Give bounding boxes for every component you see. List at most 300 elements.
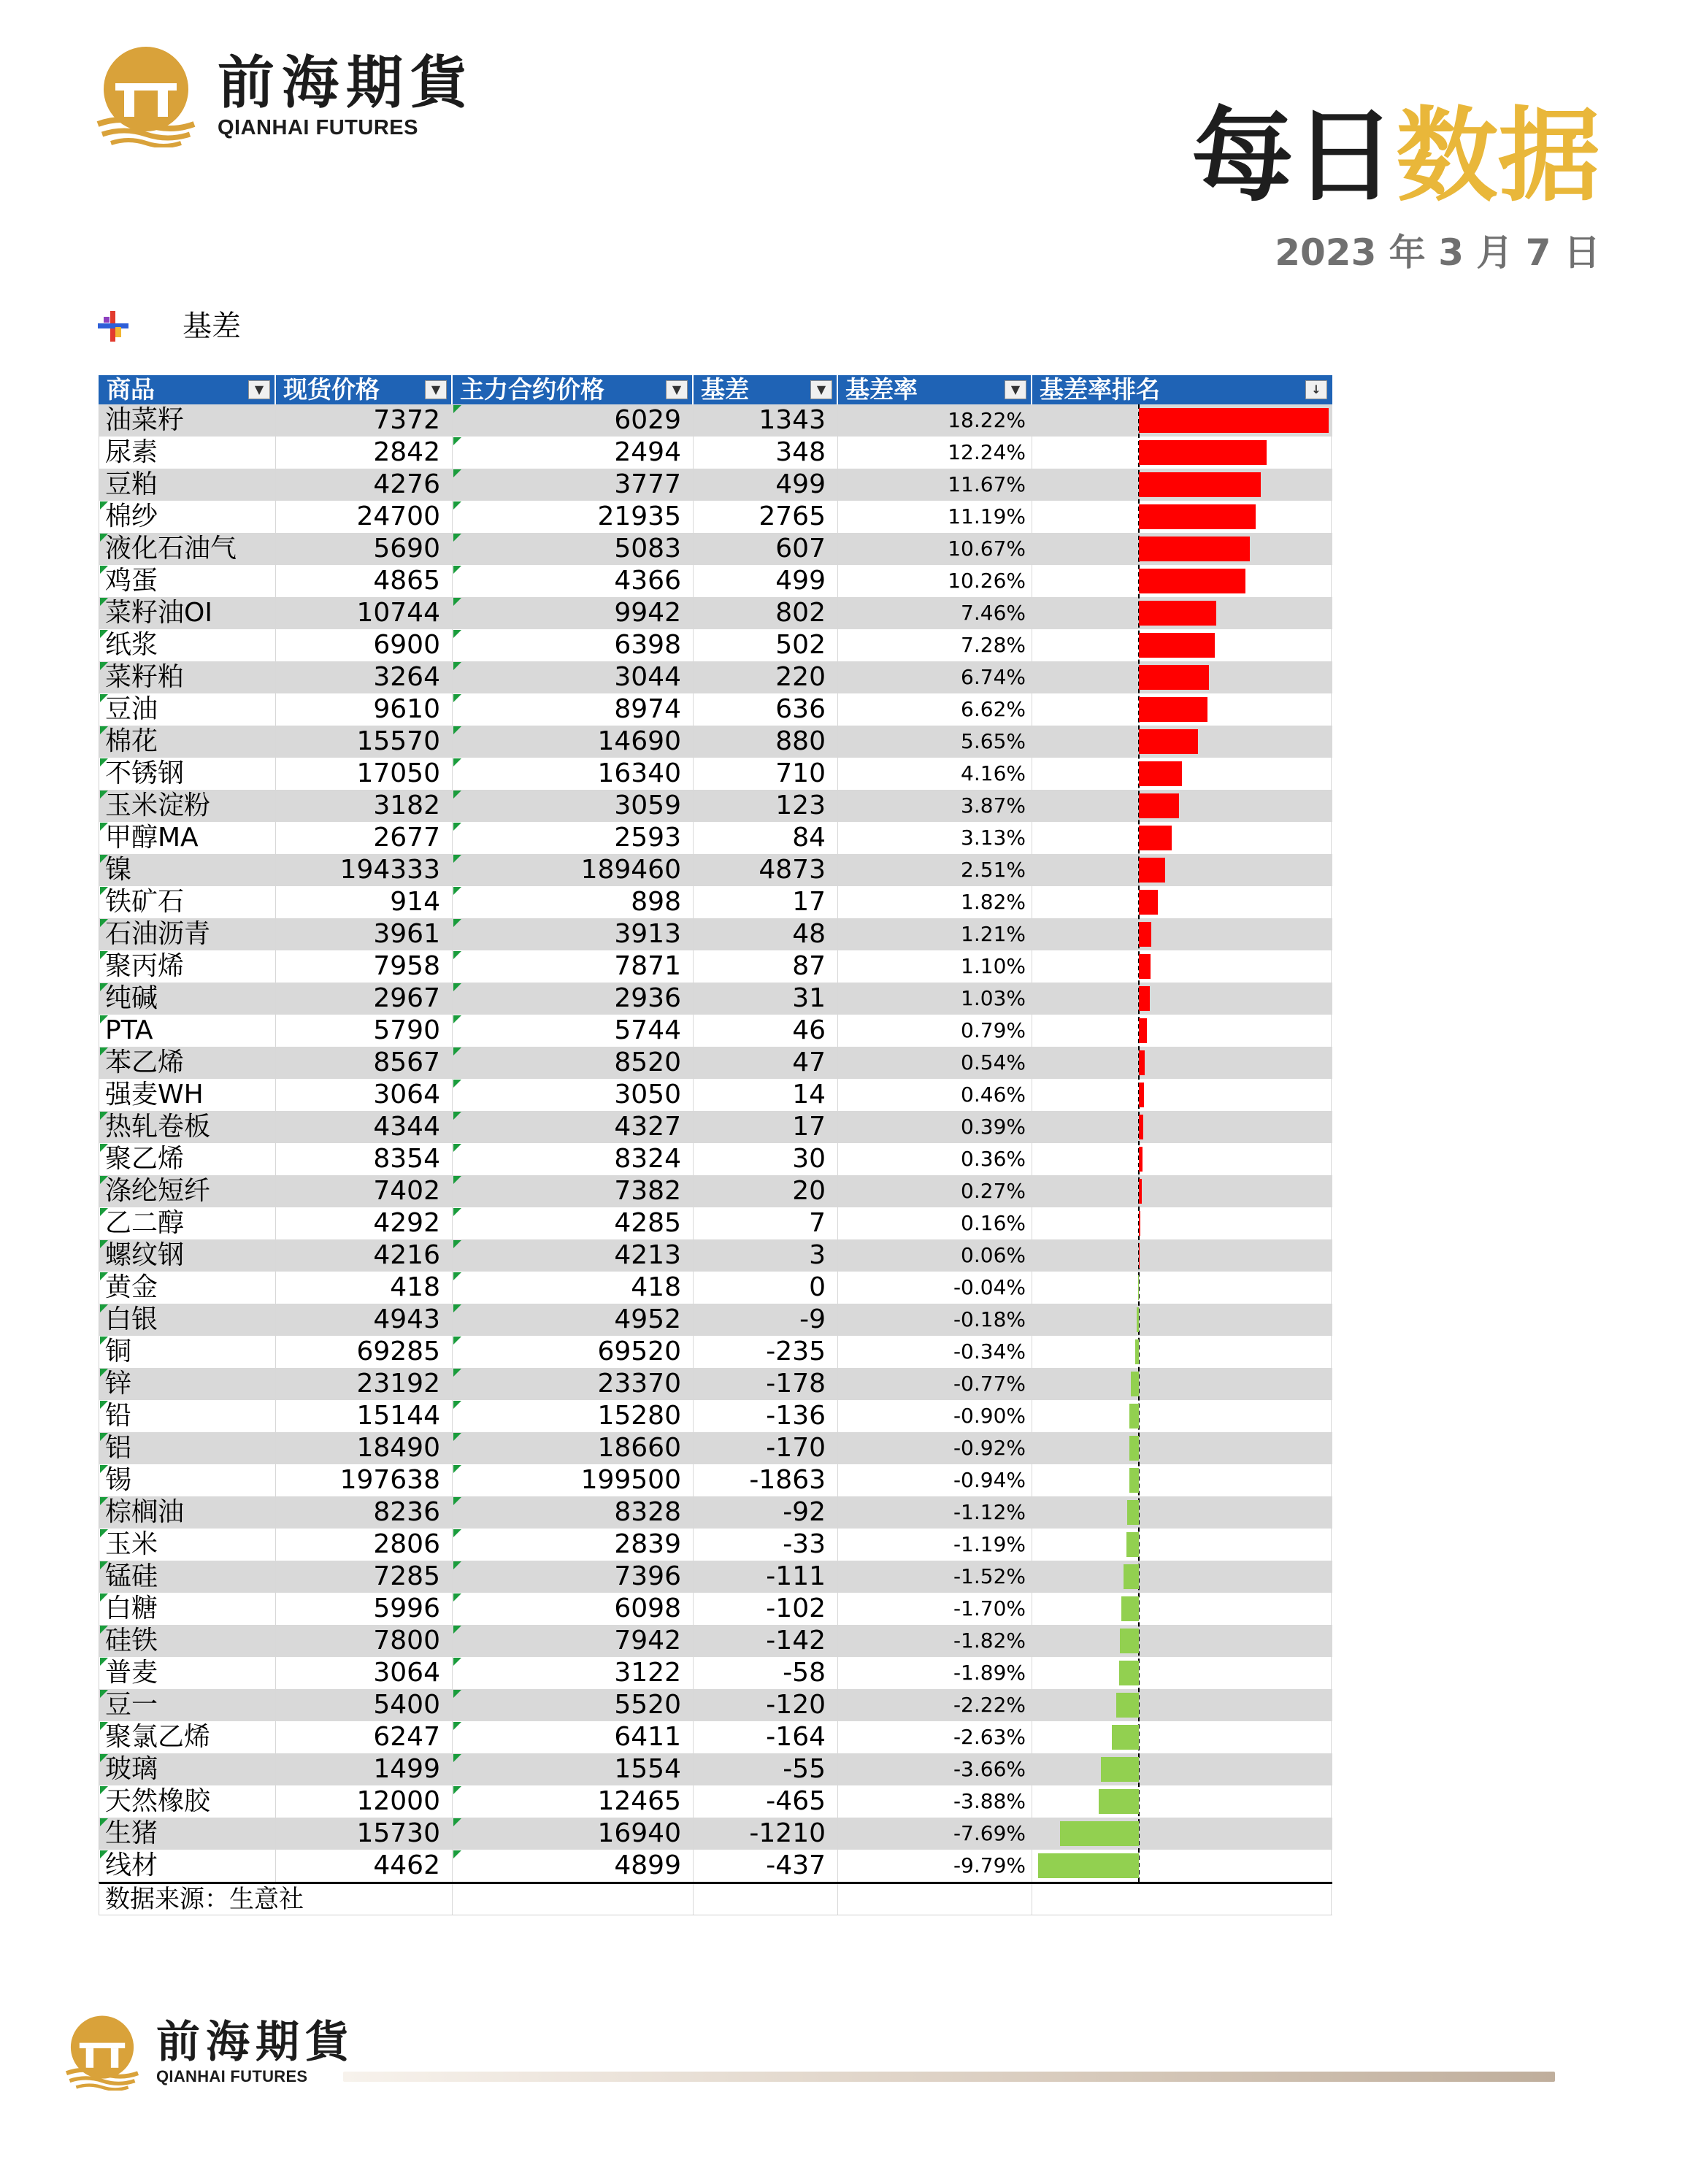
commodity-cell: 镍 xyxy=(99,854,276,886)
commodity-cell: 生猪 xyxy=(99,1818,276,1850)
spot-price-cell: 4865 xyxy=(276,565,453,597)
spot-price-cell: 194333 xyxy=(276,854,453,886)
futures-price-cell: 4213 xyxy=(453,1239,694,1272)
bar-热轧卷板 xyxy=(1139,1115,1143,1139)
bar-棕榈油 xyxy=(1127,1500,1139,1525)
spot-price-cell: 197638 xyxy=(276,1464,453,1496)
basis-cell: -437 xyxy=(694,1850,838,1882)
spot-price-cell: 12000 xyxy=(276,1785,453,1818)
empty-cell xyxy=(453,1884,694,1915)
basis-cell: 48 xyxy=(694,918,838,950)
commodity-cell: 铅 xyxy=(99,1400,276,1432)
bar-玉米 xyxy=(1126,1532,1139,1557)
bar-油菜籽 xyxy=(1139,408,1329,433)
futures-price-cell: 18660 xyxy=(453,1432,694,1464)
spot-price-cell: 4462 xyxy=(276,1850,453,1882)
basis-rate-cell: 7.46% xyxy=(838,597,1032,629)
futures-price-cell: 12465 xyxy=(453,1785,694,1818)
basis-rate-cell: 4.16% xyxy=(838,758,1032,790)
spot-price-cell: 7285 xyxy=(276,1561,453,1593)
basis-cell: 7 xyxy=(694,1207,838,1239)
commodity-cell: 棉花 xyxy=(99,726,276,758)
commodity-cell: 豆粕 xyxy=(99,469,276,501)
basis-rate-cell: 6.62% xyxy=(838,693,1032,726)
spot-price-cell: 4276 xyxy=(276,469,453,501)
futures-price-cell: 14690 xyxy=(453,726,694,758)
footer-logo xyxy=(64,2015,355,2091)
futures-price-cell: 6098 xyxy=(453,1593,694,1625)
commodity-cell: 尿素 xyxy=(99,437,276,469)
basis-cell: 348 xyxy=(694,437,838,469)
col-header-label: 现货价格 xyxy=(283,375,380,404)
basis-cell: 20 xyxy=(694,1175,838,1207)
page-title xyxy=(1191,97,1600,216)
basis-cell: 4873 xyxy=(694,854,838,886)
commodity-cell: 菜籽油OI xyxy=(99,597,276,629)
futures-price-cell: 6029 xyxy=(453,404,694,437)
bar-甲醇MA xyxy=(1139,826,1172,850)
bar-锌 xyxy=(1131,1372,1139,1396)
title-part2: 数据 xyxy=(1395,97,1600,216)
futures-price-cell: 199500 xyxy=(453,1464,694,1496)
spot-price-cell: 3961 xyxy=(276,918,453,950)
commodity-cell: 热轧卷板 xyxy=(99,1111,276,1143)
bar-锡 xyxy=(1129,1468,1139,1493)
basis-rate-cell: -3.66% xyxy=(838,1753,1032,1785)
commodity-cell: 聚乙烯 xyxy=(99,1143,276,1175)
basis-rate-cell: -0.94% xyxy=(838,1464,1032,1496)
futures-price-cell: 4327 xyxy=(453,1111,694,1143)
spot-price-cell: 3064 xyxy=(276,1079,453,1111)
bar-石油沥青 xyxy=(1139,922,1151,947)
commodity-cell: 豆油 xyxy=(99,693,276,726)
bar-强麦WH xyxy=(1139,1083,1144,1107)
commodity-cell: 黄金 xyxy=(99,1272,276,1304)
basis-cell: 220 xyxy=(694,661,838,693)
futures-price-cell: 3044 xyxy=(453,661,694,693)
spot-price-cell: 4344 xyxy=(276,1111,453,1143)
futures-price-cell: 4899 xyxy=(453,1850,694,1882)
bar-苯乙烯 xyxy=(1139,1050,1145,1075)
basis-rate-cell: 2.51% xyxy=(838,854,1032,886)
commodity-cell: 铜 xyxy=(99,1336,276,1368)
spot-price-cell: 3064 xyxy=(276,1657,453,1689)
commodity-cell: 涤纶短纤 xyxy=(99,1175,276,1207)
bar-尿素 xyxy=(1139,440,1267,465)
bar-玻璃 xyxy=(1101,1757,1139,1782)
basis-rate-cell: -0.34% xyxy=(838,1336,1032,1368)
bar-铝 xyxy=(1129,1436,1139,1461)
futures-price-cell: 7382 xyxy=(453,1175,694,1207)
commodity-cell: 天然橡胶 xyxy=(99,1785,276,1818)
filter-dropdown-icon[interactable]: ▼ xyxy=(810,380,832,399)
bar-鸡蛋 xyxy=(1139,569,1245,593)
commodity-cell: 聚丙烯 xyxy=(99,950,276,983)
spot-price-cell: 15570 xyxy=(276,726,453,758)
commodity-cell: 液化石油气 xyxy=(99,533,276,565)
basis-cell: 17 xyxy=(694,886,838,918)
basis-rate-cell: -1.52% xyxy=(838,1561,1032,1593)
basis-cell: -1863 xyxy=(694,1464,838,1496)
spot-price-cell: 4216 xyxy=(276,1239,453,1272)
bar-线材 xyxy=(1038,1853,1139,1878)
commodity-cell: 锌 xyxy=(99,1368,276,1400)
spot-price-cell: 2677 xyxy=(276,822,453,854)
empty-cell xyxy=(1032,1884,1332,1915)
futures-price-cell: 69520 xyxy=(453,1336,694,1368)
basis-cell: -120 xyxy=(694,1689,838,1721)
spot-price-cell: 3182 xyxy=(276,790,453,822)
basis-rate-cell: 1.03% xyxy=(838,983,1032,1015)
brand-name-cn: 前海期貨 xyxy=(156,2017,355,2068)
commodity-cell: 白银 xyxy=(99,1304,276,1336)
bar-锰硅 xyxy=(1124,1564,1139,1589)
basis-cell: -178 xyxy=(694,1368,838,1400)
qianhai-logo-icon xyxy=(64,2015,140,2091)
commodity-cell: PTA xyxy=(99,1015,276,1047)
basis-cell: -58 xyxy=(694,1657,838,1689)
basis-cell: 502 xyxy=(694,629,838,661)
bar-铜 xyxy=(1135,1339,1139,1364)
footer-divider xyxy=(343,2072,1555,2082)
commodity-cell: 白糖 xyxy=(99,1593,276,1625)
futures-price-cell: 3777 xyxy=(453,469,694,501)
basis-cell: 87 xyxy=(694,950,838,983)
basis-rate-cell: -9.79% xyxy=(838,1850,1032,1882)
bar-棉纱 xyxy=(1139,504,1256,529)
futures-price-cell: 3913 xyxy=(453,918,694,950)
basis-cell: 30 xyxy=(694,1143,838,1175)
basis-rate-cell: 3.13% xyxy=(838,822,1032,854)
col-header-label: 主力合约价格 xyxy=(460,375,604,404)
basis-rate-cell: -0.90% xyxy=(838,1400,1032,1432)
bar-PTA xyxy=(1139,1018,1147,1043)
commodity-cell: 玻璃 xyxy=(99,1753,276,1785)
bar-白糖 xyxy=(1121,1596,1139,1621)
futures-price-cell: 8328 xyxy=(453,1496,694,1529)
bar-豆一 xyxy=(1116,1693,1139,1718)
basis-rate-cell: -1.89% xyxy=(838,1657,1032,1689)
futures-price-cell: 5083 xyxy=(453,533,694,565)
basis-rate-cell: -1.12% xyxy=(838,1496,1032,1529)
basis-rate-cell: 10.26% xyxy=(838,565,1032,597)
commodity-cell: 石油沥青 xyxy=(99,918,276,950)
futures-price-cell: 16340 xyxy=(453,758,694,790)
futures-price-cell: 189460 xyxy=(453,854,694,886)
filter-dropdown-icon[interactable]: ▼ xyxy=(1005,380,1026,399)
spot-price-cell: 7372 xyxy=(276,404,453,437)
basis-rate-cell: 0.06% xyxy=(838,1239,1032,1272)
report-date: 2023 年 3 月 7 日 xyxy=(1275,231,1600,274)
basis-cell: -55 xyxy=(694,1753,838,1785)
futures-price-cell: 2936 xyxy=(453,983,694,1015)
title-block xyxy=(1191,97,1600,276)
futures-price-cell: 23370 xyxy=(453,1368,694,1400)
futures-price-cell: 5744 xyxy=(453,1015,694,1047)
bar-纯碱 xyxy=(1139,986,1150,1011)
spot-price-cell: 9610 xyxy=(276,693,453,726)
bar-普麦 xyxy=(1119,1661,1139,1685)
commodity-cell: 甲醇MA xyxy=(99,822,276,854)
basis-rate-cell: -3.88% xyxy=(838,1785,1032,1818)
basis-cell: -92 xyxy=(694,1496,838,1529)
commodity-cell: 纯碱 xyxy=(99,983,276,1015)
commodity-cell: 油菜籽 xyxy=(99,404,276,437)
col-header-label: 商品 xyxy=(107,375,155,404)
bar-镍 xyxy=(1139,858,1165,883)
basis-cell: -102 xyxy=(694,1593,838,1625)
futures-price-cell: 8974 xyxy=(453,693,694,726)
commodity-cell: 菜籽粕 xyxy=(99,661,276,693)
commodity-cell: 棕榈油 xyxy=(99,1496,276,1529)
spot-price-cell: 15144 xyxy=(276,1400,453,1432)
brand-name-cn: 前海期貨 xyxy=(218,49,475,116)
commodity-cell: 苯乙烯 xyxy=(99,1047,276,1079)
section-heading xyxy=(96,308,241,345)
commodity-cell: 锡 xyxy=(99,1464,276,1496)
basis-cell: 802 xyxy=(694,597,838,629)
commodity-cell: 线材 xyxy=(99,1850,276,1882)
bar-螺纹钢 xyxy=(1139,1243,1140,1268)
basis-cell: -170 xyxy=(694,1432,838,1464)
basis-rate-cell: -2.63% xyxy=(838,1721,1032,1753)
basis-rate-cell: 0.79% xyxy=(838,1015,1032,1047)
section-label: 基差 xyxy=(183,309,241,343)
futures-price-cell: 2593 xyxy=(453,822,694,854)
basis-rate-cell: 3.87% xyxy=(838,790,1032,822)
basis-cell: 499 xyxy=(694,565,838,597)
futures-price-cell: 2494 xyxy=(453,437,694,469)
basis-cell: -235 xyxy=(694,1336,838,1368)
basis-rate-cell: -0.04% xyxy=(838,1272,1032,1304)
basis-rate-cell: 6.74% xyxy=(838,661,1032,693)
col-header-rate[interactable] xyxy=(838,375,1032,404)
basis-cell: 607 xyxy=(694,533,838,565)
empty-cell xyxy=(838,1884,1032,1915)
bar-黄金 xyxy=(1138,1275,1139,1300)
basis-cell: -164 xyxy=(694,1721,838,1753)
spot-price-cell: 10744 xyxy=(276,597,453,629)
basis-cell: 880 xyxy=(694,726,838,758)
futures-price-cell: 6398 xyxy=(453,629,694,661)
basis-rate-cell: 11.19% xyxy=(838,501,1032,533)
basis-cell: 123 xyxy=(694,790,838,822)
commodity-cell: 强麦WH xyxy=(99,1079,276,1111)
col-header-futures[interactable] xyxy=(453,375,694,404)
spot-price-cell: 5996 xyxy=(276,1593,453,1625)
futures-price-cell: 8520 xyxy=(453,1047,694,1079)
commodity-cell: 乙二醇 xyxy=(99,1207,276,1239)
basis-rate-cell: -1.70% xyxy=(838,1593,1032,1625)
futures-price-cell: 6411 xyxy=(453,1721,694,1753)
futures-price-cell: 16940 xyxy=(453,1818,694,1850)
futures-price-cell: 9942 xyxy=(453,597,694,629)
commodity-cell: 螺纹钢 xyxy=(99,1239,276,1272)
futures-price-cell: 3050 xyxy=(453,1079,694,1111)
basis-rate-cell: 0.36% xyxy=(838,1143,1032,1175)
commodity-cell: 不锈钢 xyxy=(99,758,276,790)
basis-cell: 46 xyxy=(694,1015,838,1047)
bar-液化石油气 xyxy=(1139,537,1250,561)
spot-price-cell: 6900 xyxy=(276,629,453,661)
bar-天然橡胶 xyxy=(1099,1789,1139,1814)
spot-price-cell: 24700 xyxy=(276,501,453,533)
spot-price-cell: 5400 xyxy=(276,1689,453,1721)
basis-cell: 14 xyxy=(694,1079,838,1111)
futures-price-cell: 7396 xyxy=(453,1561,694,1593)
spot-price-cell: 5790 xyxy=(276,1015,453,1047)
basis-cell: 499 xyxy=(694,469,838,501)
empty-cell xyxy=(694,1884,838,1915)
futures-price-cell: 3059 xyxy=(453,790,694,822)
bar-豆油 xyxy=(1139,697,1207,722)
basis-rate-cell: -2.22% xyxy=(838,1689,1032,1721)
multicolor-cross-icon xyxy=(96,309,130,343)
bar-不锈钢 xyxy=(1139,761,1182,786)
table-header xyxy=(99,375,1332,404)
source-row xyxy=(99,1882,1332,1915)
basis-rate-cell: 7.28% xyxy=(838,629,1032,661)
spot-price-cell: 3264 xyxy=(276,661,453,693)
commodity-cell: 锰硅 xyxy=(99,1561,276,1593)
basis-cell: 17 xyxy=(694,1111,838,1143)
col-header-basis[interactable] xyxy=(694,375,838,404)
bar-聚氯乙烯 xyxy=(1112,1725,1139,1750)
bar-纸浆 xyxy=(1139,633,1215,658)
basis-rate-cell: -0.77% xyxy=(838,1368,1032,1400)
spot-price-cell: 8354 xyxy=(276,1143,453,1175)
bar-硅铁 xyxy=(1120,1629,1139,1653)
basis-rate-cell: -1.19% xyxy=(838,1529,1032,1561)
basis-rate-cell: 12.24% xyxy=(838,437,1032,469)
basis-cell: 3 xyxy=(694,1239,838,1272)
col-header-label: 基差率 xyxy=(845,375,918,404)
futures-price-cell: 8324 xyxy=(453,1143,694,1175)
basis-cell: -111 xyxy=(694,1561,838,1593)
futures-price-cell: 1554 xyxy=(453,1753,694,1785)
bar-铅 xyxy=(1129,1404,1139,1429)
spot-price-cell: 7800 xyxy=(276,1625,453,1657)
commodity-cell: 玉米 xyxy=(99,1529,276,1561)
basis-rate-bar-chart xyxy=(1036,404,1332,1882)
spot-price-cell: 2967 xyxy=(276,983,453,1015)
basis-rate-cell: -0.18% xyxy=(838,1304,1032,1336)
bar-生猪 xyxy=(1060,1821,1139,1846)
spot-price-cell: 17050 xyxy=(276,758,453,790)
filter-dropdown-icon[interactable]: ▼ xyxy=(248,380,270,399)
spot-price-cell: 6247 xyxy=(276,1721,453,1753)
spot-price-cell: 418 xyxy=(276,1272,453,1304)
spot-price-cell: 1499 xyxy=(276,1753,453,1785)
spot-price-cell: 2806 xyxy=(276,1529,453,1561)
futures-price-cell: 3122 xyxy=(453,1657,694,1689)
basis-rate-cell: 1.21% xyxy=(838,918,1032,950)
futures-price-cell: 7942 xyxy=(453,1625,694,1657)
basis-cell: -465 xyxy=(694,1785,838,1818)
commodity-cell: 鸡蛋 xyxy=(99,565,276,597)
bar-棉花 xyxy=(1139,729,1198,754)
spot-price-cell: 23192 xyxy=(276,1368,453,1400)
commodity-cell: 聚氯乙烯 xyxy=(99,1721,276,1753)
bar-涤纶短纤 xyxy=(1139,1179,1142,1204)
futures-price-cell: 7871 xyxy=(453,950,694,983)
basis-rate-cell: -1.82% xyxy=(838,1625,1032,1657)
commodity-cell: 纸浆 xyxy=(99,629,276,661)
futures-price-cell: 4285 xyxy=(453,1207,694,1239)
filter-dropdown-icon[interactable]: ▼ xyxy=(666,380,688,399)
spot-price-cell: 7402 xyxy=(276,1175,453,1207)
spot-price-cell: 914 xyxy=(276,886,453,918)
futures-price-cell: 5520 xyxy=(453,1689,694,1721)
basis-rate-cell: 11.67% xyxy=(838,469,1032,501)
col-header-label: 基差率排名 xyxy=(1040,375,1160,404)
basis-cell: 84 xyxy=(694,822,838,854)
col-header-commodity[interactable] xyxy=(99,375,276,404)
basis-rate-cell: 0.27% xyxy=(838,1175,1032,1207)
futures-price-cell: 418 xyxy=(453,1272,694,1304)
col-header-spot[interactable] xyxy=(276,375,453,404)
brand-name-en: QIANHAI FUTURES xyxy=(218,115,418,139)
commodity-cell: 豆一 xyxy=(99,1689,276,1721)
bar-白银 xyxy=(1137,1307,1139,1332)
basis-cell: -33 xyxy=(694,1529,838,1561)
basis-rate-cell: 0.16% xyxy=(838,1207,1032,1239)
basis-cell: 31 xyxy=(694,983,838,1015)
spot-price-cell: 69285 xyxy=(276,1336,453,1368)
spot-price-cell: 2842 xyxy=(276,437,453,469)
basis-cell: -9 xyxy=(694,1304,838,1336)
futures-price-cell: 2839 xyxy=(453,1529,694,1561)
bar-玉米淀粉 xyxy=(1139,793,1179,818)
bar-铁矿石 xyxy=(1139,890,1158,915)
basis-rate-cell: 18.22% xyxy=(838,404,1032,437)
basis-cell: -1210 xyxy=(694,1818,838,1850)
basis-rate-cell: 1.10% xyxy=(838,950,1032,983)
basis-cell: -136 xyxy=(694,1400,838,1432)
spot-price-cell: 8236 xyxy=(276,1496,453,1529)
basis-rate-cell: 10.67% xyxy=(838,533,1032,565)
basis-cell: -142 xyxy=(694,1625,838,1657)
brand-name-en: QIANHAI FUTURES xyxy=(156,2067,308,2085)
spot-price-cell: 4943 xyxy=(276,1304,453,1336)
basis-rate-cell: 5.65% xyxy=(838,726,1032,758)
data-source: 数据来源：生意社 xyxy=(99,1884,453,1915)
basis-rate-cell: 0.54% xyxy=(838,1047,1032,1079)
basis-cell: 636 xyxy=(694,693,838,726)
commodity-cell: 棉纱 xyxy=(99,501,276,533)
commodity-cell: 玉米淀粉 xyxy=(99,790,276,822)
commodity-cell: 铝 xyxy=(99,1432,276,1464)
futures-price-cell: 21935 xyxy=(453,501,694,533)
futures-price-cell: 15280 xyxy=(453,1400,694,1432)
futures-price-cell: 898 xyxy=(453,886,694,918)
basis-cell: 1343 xyxy=(694,404,838,437)
col-header-rank[interactable] xyxy=(1032,375,1332,404)
bar-聚丙烯 xyxy=(1139,954,1151,979)
commodity-cell: 硅铁 xyxy=(99,1625,276,1657)
basis-cell: 710 xyxy=(694,758,838,790)
commodity-cell: 普麦 xyxy=(99,1657,276,1689)
spot-price-cell: 7958 xyxy=(276,950,453,983)
filter-dropdown-icon[interactable]: ▼ xyxy=(425,380,447,399)
futures-price-cell: 4366 xyxy=(453,565,694,597)
spot-price-cell: 15730 xyxy=(276,1818,453,1850)
sort-descending-icon[interactable]: ↓ xyxy=(1305,380,1327,399)
bar-菜籽油OI xyxy=(1139,601,1216,626)
basis-rate-cell: 1.82% xyxy=(838,886,1032,918)
basis-cell: 47 xyxy=(694,1047,838,1079)
basis-rate-cell: -7.69% xyxy=(838,1818,1032,1850)
